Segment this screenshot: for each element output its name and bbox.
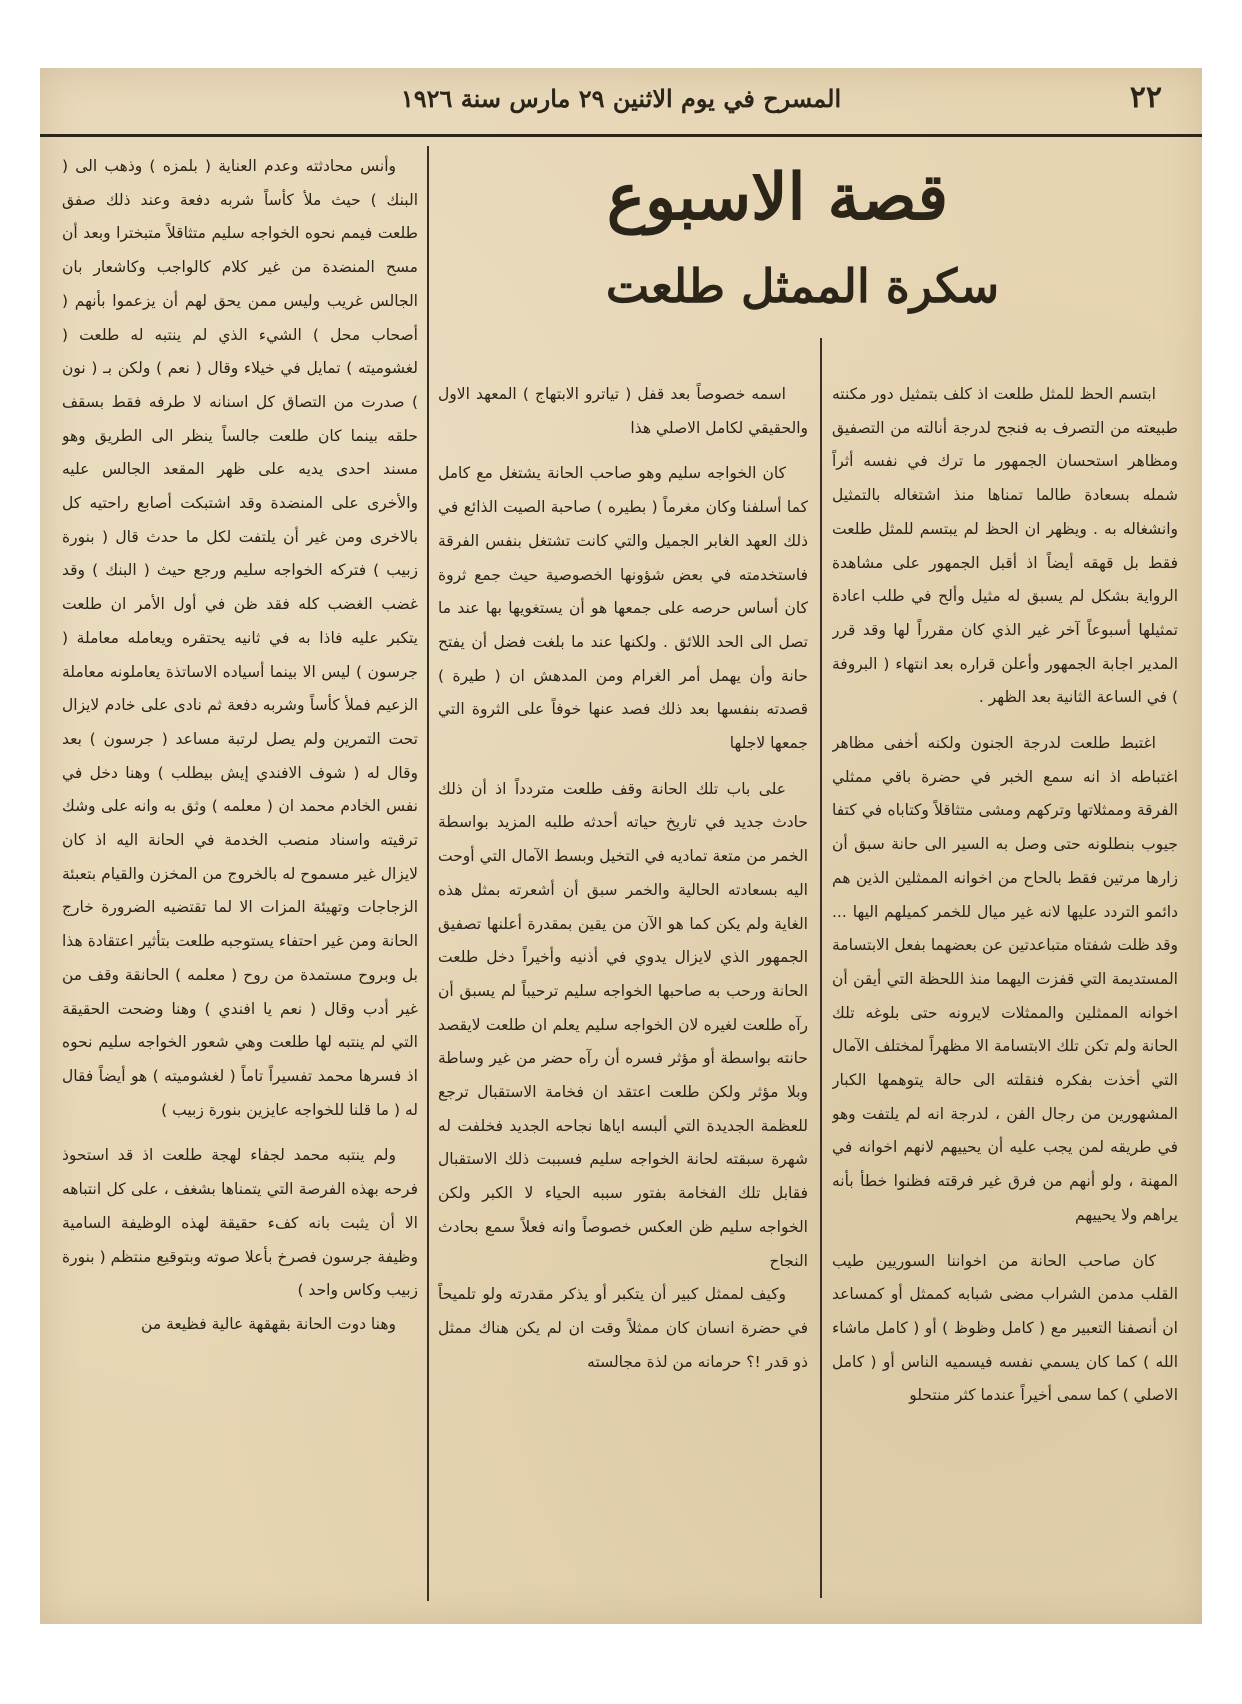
- page-header: [40, 68, 1202, 132]
- paragraph: وكيف لممثل كبير أن يتكبر أو يذكر مقدرته ولو تلميحاً في حضرة انسان كان ممثلاً وقت ان لم يكن هناك ممثل ذو قدر !؟ حرمانه من لذة مجالسته: [438, 1285, 808, 1371]
- paragraph: اغتبط طلعت لدرجة الجنون ولكنه أخفى مظاهر اغتباطه اذ انه سمع الخبر في حضرة باقي ممثلي الفرقة وممثلاتها وتركهم ومشى متثاقلاً وكتاباه في كتفا جيوب بنطلونه حتى وصل به السير الى حانة سبق أن زارها مرتين فقط بالحاح من اخوانه الممثلين الذين هم دائمو التردد عليها لانه غير ميال للخمر كميلهم اليها ... وقد ظلت شفتاه متباعدتين عن بعضهما بفعل الابتسامة المستديمة التي قفزت اليهما منذ اللحظة التي أيقن أن اخوانه الممثلين والممثلات لايرونه حتى بلوغه تلك الحانة ولم تكن تلك الابتسامة الا مظهراً لمختلف الآمال التي أخذت بفكره فنقلته الى حالة يتوهمها الكبار المشهورين من رجال الفن ، لدرجة انه لم يلتفت وهو في طريقه لمن يجب عليه أن يحييهم لانهم اخوانه في المهنة ، ولو أنهم من فرق غير فرقته فظنوا خطأ بأنه يراهم ولا يحييهم: [832, 734, 1178, 1224]
- paragraph: كان صاحب الحانة من اخواننا السوريين طيب القلب مدمن الشراب مضى شبابه كممثل أو كمساعد ان أنصفنا التعبير مع ( كامل وظوظ ) أو ( كامل ماشاء الله ) كما كان يسمي نفسه فيسميه الناس أو ( كامل الاصلي ) كما سمى أخيراً عندما كثر منتحلو: [832, 1251, 1178, 1405]
- paragraph: وأنس محادثته وعدم العناية ( بلمزه ) وذهب الى ( البنك ) حيث ملأ كأساً شربه دفعة وعند ذلك صفق طلعت فيمم نحوه الخواجه سليم متثاقلاً متبخترا وبعد أن مسح المنضدة من غير كلام كالواجب وكاشعار بان الجالس غريب وليس ممن يحق لهم أن يزعموا بأنهم ( أصحاب محل ) الشيء الذي لم ينتبه له طلعت ( لغشوميته ) تمايل في خيلاء وقال ( نعم ) ولكن بـ ( نون ) صدرت من التصاق كل اسنانه لا طرفه فقط بسقف حلقه بينما كان طلعت جالساً ينظر الى الطريق وهو مسند احدى يديه على ظهر المقعد الجالس عليه والأخرى على المنضدة وقد اشتبكت أصابع راحتيه كل بالاخرى ومن غير أن يلتفت لكل ما حدث قال ( بنورة زبيب ) فتركه الخواجه سليم ورجع حيث ( البنك ) وقد غضب الغضب كله فقد ظن في أول الأمر ان طلعت يتكبر عليه فاذا به في ثانيه يحتقره ويعامله معاملة ( جرسون ) ليس الا بينما أسياده الاساتذة يعاملونه معاملة الزعيم فملأ كأساً وشربه دفعة ثم نادى على خادم لايزال تحت التمرين ولم يصل لرتبة مساعد ( جرسون ) بعد وقال له ( شوف الافندي إيش بيطلب ) وهنا دخل في نفس الخادم محمد ان ( معلمه ) وثق به وانه على وشك ترقيته واسناد منصب الخدمة في الحانة اليه اذ كان لايزال غير مسموح له بالخروج من المخزن والقيام بتعبئة الزجاجات وتهيئة المزات الا لما تقتضيه الضرورة خارج الحانة ومن غير احتفاء يستوجبه طلعت بتأثير اعتقادة هذا بل وبروح مستمدة من روح ( معلمه ) الحانقة وقف من غير أدب وقال ( نعم يا افندي ) وهنا وضحت الحقيقة التي لم ينتبه لها طلعت وهي شعور الخواجه سليم نحوه اذ فسرها محمد تفسيراً تاماً ( لغشوميته ) هو أيضاً فقال له ( ما قلنا للخواجه عايزين بنورة زبيب ): [62, 157, 418, 1119]
- paragraph: ولم ينتبه محمد لجفاء لهجة طلعت اذ قد استحوذ فرحه بهذه الفرصة التي يتمناها بشغف ، على كل انتباهه الا أن يثبت بانه كفء حقيقة لهذه الوظيفة السامية وظيفة جرسون فصرخ بأعلا صوته وبتوقيع منتظم ( بنورة زبيب وكاس واحد ): [62, 1146, 418, 1300]
- column-divider: [820, 338, 822, 1598]
- article-title-block: [445, 150, 1180, 350]
- paragraph: وهنا دوت الحانة بقهقهة عالية فظيعة من: [141, 1314, 396, 1333]
- paragraph: على باب تلك الحانة وقف طلعت متردداً اذ أن ذلك حادث جديد في تاريخ حياته أحدثه طلبه المزيد بواسطة الخمر من متعة تماديه في التخيل وبسط الآمال التي أوحت اليه بسعادته الحالية والخمر سبق أن أشعرته بمثل هذه الغاية ولم يكن كما هو الآن من يقين بمقدرة أعلنها تصفيق الجمهور الذي لايزال يدوي في أذنيه وأخيراً دخل طلعت الحانة ورحب به صاحبها الخواجه سليم ترحيباً لم يسبق أن رآه طلعت لغيره لان الخواجه سليم يعلم ان طلعت لايقصد حانته بواسطة أو مؤثر فسره أن رآه حضر من غير وساطة وبلا مؤثر ولكن طلعت اعتقد ان فخامة الاستقبال ترجع للعظمة الجديدة التي ألبسه اياها نجاحه الجديد فخلفت له شهرة سبقته لحانة الخواجه سليم فسببت ذلك الاستقبال فقابل تلك الفخامة بفتور سببه الحياء لا الكبر ولكن الخواجه سليم ظن العكس خصوصاً وانه فعلاً سمع بحادث النجاح: [438, 779, 808, 1270]
- article-column-right: [832, 378, 1178, 1593]
- paragraph: ابتسم الحظ للمثل طلعت اذ كلف بتمثيل دور مكنته طبيعته من التصرف به فنجح لدرجة أنالته من التصفيق ومظاهر استحسان الجمهور ما ترك في نفسه أثراً شمله بسعادة طالما تمناها منذ اشتغاله بالتمثيل وانشغاله به . ويظهر ان الحظ لم يبتسم للمثل طلعت فقط بل قهقه أيضاً اذ أقبل الجمهور على مشاهدة الرواية بشكل لم يسبق له مثيل وألح في طلب اعادة تمثيلها أسبوعاً آخر غير الذي كان مقرراً لها وقد قرر المدير اجابة الجمهور وأعلن قراره بعد انتهاء ( البروفة ) في الساعة الثانية بعد الظهر .: [832, 385, 1178, 707]
- header-rule: [40, 134, 1202, 137]
- column-divider: [427, 146, 429, 1601]
- article-column-middle: [438, 378, 808, 1593]
- newspaper-page: [40, 68, 1202, 1624]
- paragraph: كان الخواجه سليم وهو صاحب الحانة يشتغل مع كامل كما أسلفنا وكان مغرماً ( بطيره ) صاحبة الصيت الذائع في ذلك العهد الغابر الجميل والتي كانت تشتغل بنفس الفرقة فاستخدمته في بعض شؤونها الخصوصية حيث جمع ثروة كان أساس حرصه على جمعها هو أن يستغويها بها عند ما تصل الى الحد اللائق . ولكنها عند ما بلغت فضل أن يفتح حانة وأن يهمل أمر الغرام ومن المدهش ان ( طيرة ) قصدته بنفسها بعد ذلك فصد عنها خوفاً على الثروة التي جمعها لاجلها: [438, 464, 808, 753]
- article-column-left: [62, 150, 418, 1590]
- article-subtitle: سكرة الممثل طلعت: [605, 259, 1000, 313]
- paragraph: اسمه خصوصاً بعد قفل ( تياترو الابتهاج ) المعهد الاول والحقيقي لكامل الاصلي هذا: [438, 385, 808, 437]
- running-head: المسرح في يوم الاثنين ٢٩ مارس سنة ١٩٢٦: [400, 84, 842, 113]
- page-number: ٢٢: [1129, 80, 1162, 115]
- article-title: قصة الاسبوع: [606, 160, 949, 235]
